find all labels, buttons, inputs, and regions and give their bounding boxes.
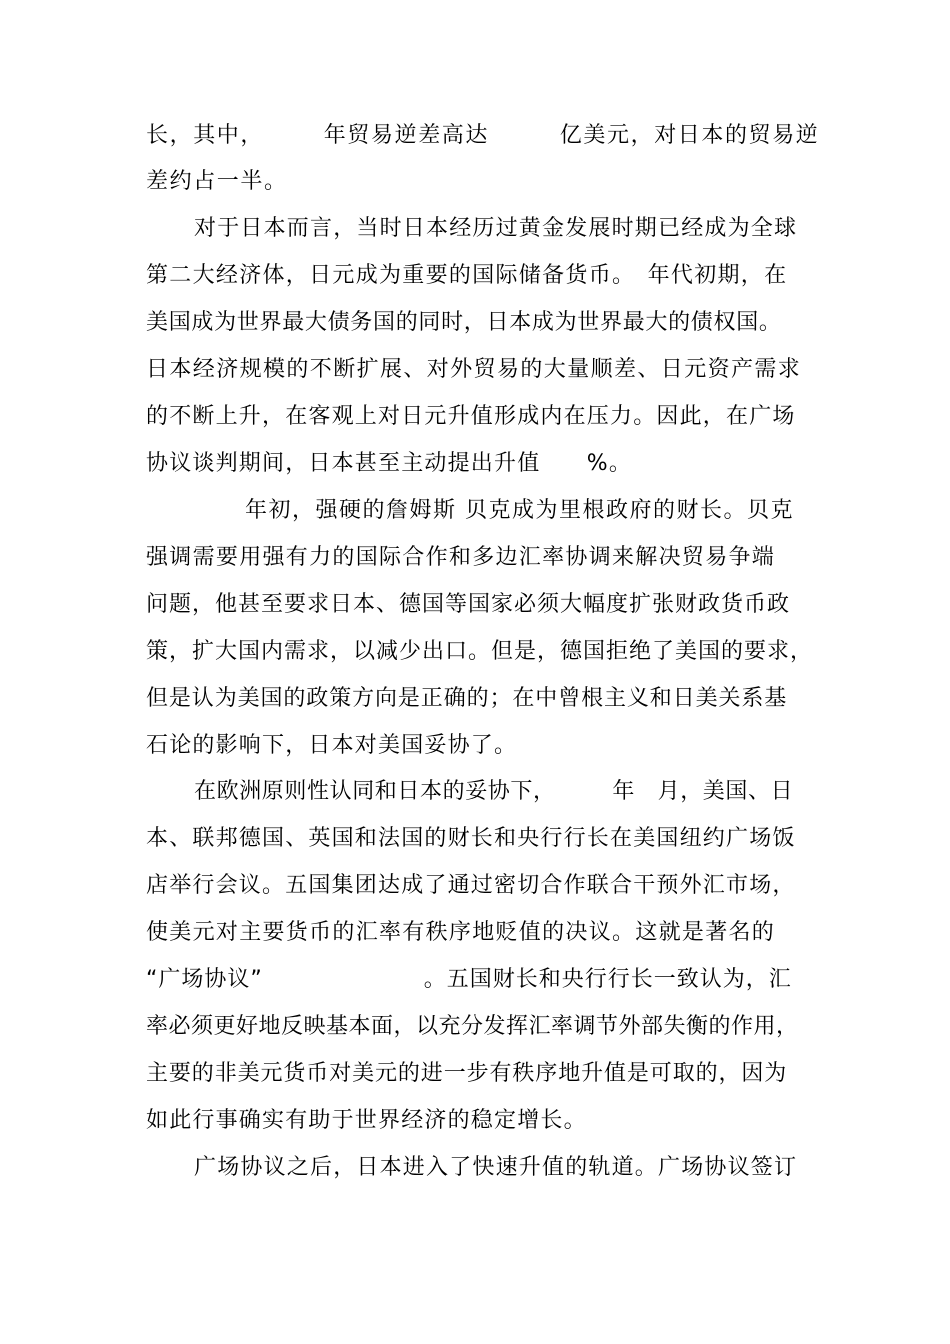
text-line-1: 长，其中， 年贸易逆差高达 亿美元，对日本的贸易逆 — [146, 123, 820, 148]
text-line-8: 协议谈判期间，日本甚至主动提出升值 %。 — [146, 451, 633, 476]
text-line-2: 差约占一半。 — [146, 169, 288, 194]
text-line-5: 美国成为世界最大债务国的同时，日本成为世界最大的债权国。 — [146, 310, 782, 335]
text-line-22: 如此行事确实有助于世界经济的稳定增长。 — [146, 1108, 587, 1133]
text-line-21: 主要的非美元货币对美元的进一步有秩序地升值是可取的，因为 — [146, 1061, 788, 1086]
text-line-18: 使美元对主要货币的汇率有秩序地贬值的决议。这就是著名的 — [146, 920, 776, 945]
text-line-16: 本、联邦德国、英国和法国的财长和央行行长在美国纽约广场饭 — [146, 826, 796, 851]
text-line-9: 年初，强硬的詹姆斯 贝克成为里根政府的财长。贝克 — [245, 498, 794, 523]
text-line-19: “广场协议” 。五国财长和央行行长一致认为，汇 — [146, 967, 792, 992]
text-line-4: 第二大经济体，日元成为重要的国际储备货币。 年代初期，在 — [146, 263, 788, 288]
text-line-20: 率必须更好地反映基本面，以充分发挥汇率调节外部失衡的作用， — [146, 1014, 799, 1039]
text-line-6: 日本经济规模的不断扩展、对外贸易的大量顺差、日元资产需求 — [146, 357, 802, 382]
text-line-17: 店举行会议。五国集团达成了通过密切合作联合干预外汇市场， — [146, 873, 796, 898]
text-line-15: 在欧洲原则性认同和日本的妥协下， 年 月，美国、日 — [194, 779, 794, 804]
text-line-7: 的不断上升，在客观上对日元升值形成内在压力。因此，在广场 — [146, 404, 796, 429]
text-line-12: 策，扩大国内需求，以减少出口。但是，德国拒绝了美国的要求， — [146, 639, 814, 664]
text-line-23: 广场协议之后，日本进入了快速升值的轨道。广场协议签订 — [194, 1155, 798, 1180]
text-line-3: 对于日本而言，当时日本经历过黄金发展时期已经成为全球 — [194, 216, 798, 241]
text-line-11: 问题，他甚至要求日本、德国等国家必须大幅度扩张财政货币政 — [146, 592, 791, 617]
text-line-10: 强调需要用强有力的国际合作和多边汇率协调来解决贸易争端 — [146, 545, 776, 570]
text-line-13: 但是认为美国的政策方向是正确的；在中曾根主义和日美关系基 — [146, 686, 788, 711]
text-line-14: 石论的影响下，日本对美国妥协了。 — [146, 733, 518, 758]
